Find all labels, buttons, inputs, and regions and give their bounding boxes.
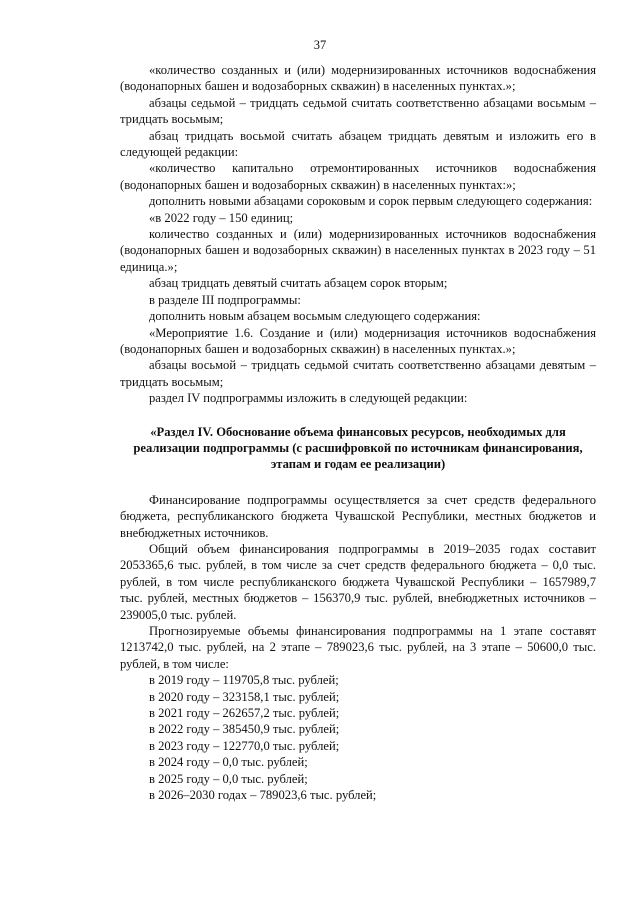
list-item: в 2024 году – 0,0 тыс. рублей; bbox=[149, 755, 308, 770]
paragraph: в разделе III подпрограммы: bbox=[149, 292, 301, 307]
document-body bbox=[120, 62, 596, 803]
paragraph: абзацы восьмой – тридцать седьмой считать соответственно абзацами девятым – тридцать восьмым; bbox=[120, 358, 596, 389]
paragraph: Прогнозируемые объемы финансирования подпрограммы на 1 этапе составят 1213742,0 тыс. рублей, на 2 этапе – 789023,6 тыс. рублей, на 3 этапе – 50600,0 тыс. рублей, в том числе: bbox=[120, 624, 596, 671]
list-item: в 2026–2030 годах – 789023,6 тыс. рублей; bbox=[149, 788, 377, 803]
paragraph: абзац тридцать восьмой считать абзацем тридцать девятым и изложить его в следующей редакции: bbox=[120, 128, 596, 160]
page-number: 37 bbox=[313, 38, 327, 52]
list-item: в 2021 году – 262657,2 тыс. рублей; bbox=[149, 706, 340, 721]
paragraph: абзацы седьмой – тридцать седьмой считать соответственно абзацами восьмым – тридцать восьмым; bbox=[120, 95, 596, 127]
paragraph: Финансирование подпрограммы осуществляется за счет средств федерального бюджета, республиканского бюджета Чувашской Республики, местных бюджетов и внебюджетных источников. bbox=[120, 492, 596, 540]
list-item: в 2020 году – 323158,1 тыс. рублей; bbox=[149, 689, 340, 704]
paragraph: «количество капитально отремонтированных источников водоснабжения (водонапорных башен и водозаборных скважин) в населенных пунктах:»; bbox=[120, 161, 596, 192]
section-heading: «Раздел IV. Обоснование объема финансовых ресурсов, необходимых для реализации подпрограммы (с расшифровкой по источникам финансирования, этапам и годам ее реализации) bbox=[133, 424, 583, 472]
paragraph: «количество созданных и (или) модернизированных источников водоснабжения (водонапорных башен и водозаборных скважин) в населенных пунктах.»; bbox=[120, 63, 596, 94]
list-item: в 2025 году – 0,0 тыс. рублей; bbox=[149, 771, 308, 786]
list-item: в 2023 году – 122770,0 тыс. рублей; bbox=[149, 738, 340, 753]
paragraph: количество созданных и (или) модернизированных источников водоснабжения (водонапорных башен и водозаборных скважин) в населенных пунктах в 2023 году – 51 единица.»; bbox=[120, 227, 596, 274]
paragraph: раздел IV подпрограммы изложить в следующей редакции: bbox=[149, 391, 468, 406]
list-item: в 2019 году – 119705,8 тыс. рублей; bbox=[149, 673, 339, 688]
paragraph: дополнить новыми абзацами сороковым и сорок первым следующего содержания: bbox=[149, 194, 593, 209]
list-item: в 2022 году – 385450,9 тыс. рублей; bbox=[149, 722, 340, 737]
paragraph: дополнить новым абзацем восьмым следующего содержания: bbox=[149, 309, 481, 324]
paragraph: «Мероприятие 1.6. Создание и (или) модернизация источников водоснабжения (водонапорных башен и водозаборных скважин) в населенных пунктах.»; bbox=[120, 325, 596, 356]
paragraph: абзац тридцать девятый считать абзацем сорок вторым; bbox=[149, 276, 448, 291]
paragraph: «в 2022 году – 150 единиц; bbox=[149, 210, 294, 225]
paragraph: Общий объем финансирования подпрограммы в 2019–2035 годах составит 2053365,6 тыс. рублей, в том числе за счет средств федерального бюджета – 0,0 тыс. рублей, в том числе республиканского бюджета Чувашской Республики – 1657989,7 тыс. рублей, местных бюджетов – 156370,9 тыс. рублей, внебюджетных источников – 239005,0 тыс. рублей. bbox=[120, 541, 596, 622]
